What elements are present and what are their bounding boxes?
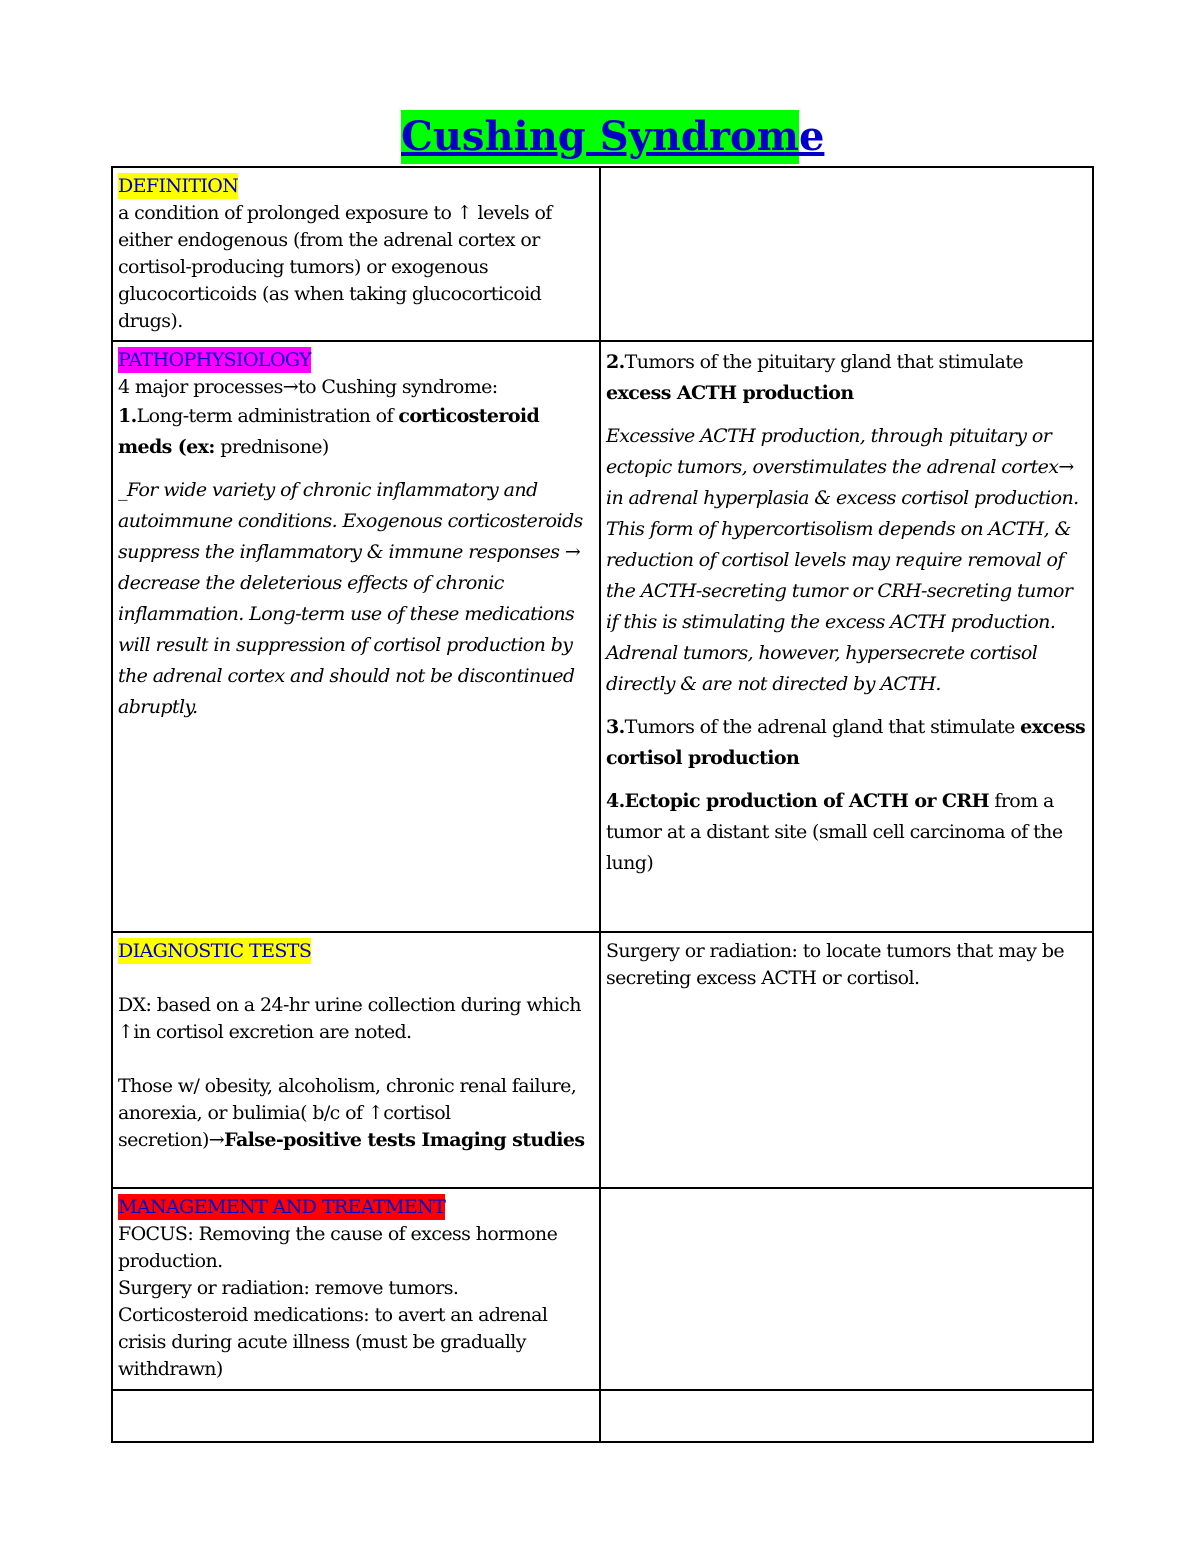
process-2-num: 2. <box>606 351 625 373</box>
definition-text: a condition of prolonged exposure to ↑ levels of either endogenous (from the adrenal cortex or cortisol-producing tumors) or exogenous glucocorticoids (as when taking glucocorticoid drugs). <box>118 202 552 332</box>
pathophysiology-intro: 4 major processes→to Cushing syndrome: <box>118 376 498 398</box>
empty-right-cell <box>600 1390 1093 1442</box>
process-1-tail: prednisone) <box>214 436 329 458</box>
title-box <box>401 110 825 164</box>
process-1-num: 1. <box>118 405 137 427</box>
definition-row <box>112 167 1093 341</box>
diagnostic-right-text: Surgery or radiation: to locate tumors that may be secreting excess ACTH or cortisol. <box>606 940 1065 989</box>
pathophysiology-cell <box>112 341 600 932</box>
diagnostic-row <box>112 932 1093 1188</box>
management-right-cell <box>600 1188 1093 1390</box>
process-1 <box>118 401 594 463</box>
process-2-note: Excessive ACTH production, through pituitary or ectopic tumors, overstimulates the adrenal cortex→ in adrenal hyperplasia & excess cortisol production. This form of hypercortisolism depends on ACTH, & reduction of cortisol levels may require removal of the ACTH-secreting tumor or CRH-secreting tumor if this is stimulating the excess ACTH production. Adrenal tumors, however, hypersecrete cortisol directly & are not directed by ACTH. <box>606 425 1079 695</box>
process-1-bold: corticosteroid meds (ex: <box>118 405 540 458</box>
diagnostic-right-cell <box>600 932 1093 1188</box>
process-4-num: 4. <box>606 790 625 812</box>
process-2-bold: excess ACTH production <box>606 382 854 404</box>
empty-left-cell <box>112 1390 600 1442</box>
diagnostic-heading: DIAGNOSTIC TESTS <box>118 940 312 962</box>
diagnostic-text-1: DX: based on a 24-hr urine collection during which ↑in cortisol excretion are noted. <box>118 994 581 1043</box>
process-4-text: from a tumor at a distant site (small cell carcinoma of the lung) <box>606 790 1063 874</box>
process-2 <box>606 347 1087 409</box>
management-meds: Corticosteroid medications: to avert an adrenal crisis during acute illness (must be gradually withdrawn) <box>118 1304 548 1380</box>
management-cell <box>112 1188 600 1390</box>
management-surgery: Surgery or radiation: remove tumors. <box>118 1277 459 1299</box>
diagnostic-text-2-bold: False-positive tests Imaging studies <box>224 1129 585 1151</box>
process-3-text: Tumors of the adrenal gland that stimulate <box>624 716 1021 738</box>
diagnostic-text-2 <box>118 1073 594 1154</box>
process-3-bold: excess cortisol production <box>606 716 1086 769</box>
definition-heading: DEFINITION <box>118 175 239 197</box>
process-2-text: Tumors of the pituitary gland that stimulate <box>624 351 1024 373</box>
process-1-note: _For wide variety of chronic inflammatory and autoimmune conditions. Exogenous corticosteroids suppress the inflammatory & immune responses → decrease the deleterious effects of chronic inflammation. Long-term use of these medications will result in suppression of cortisol production by the adrenal cortex and should not be discontinued abruptly. <box>118 479 583 718</box>
process-4 <box>606 786 1087 879</box>
process-1-text: Long-term administration of <box>136 405 399 427</box>
diagnostic-cell <box>112 932 600 1188</box>
management-row <box>112 1188 1093 1390</box>
management-heading: MANAGEMENT AND TREATMENT <box>118 1196 446 1218</box>
pathophysiology-row <box>112 341 1093 932</box>
empty-row <box>112 1390 1093 1442</box>
notes-table <box>111 166 1094 1443</box>
pathophysiology-heading: PATHOPHYSIOLOGY <box>118 349 312 371</box>
process-3-num: 3. <box>606 716 625 738</box>
process-4-bold: Ectopic production of ACTH or CRH <box>624 790 989 812</box>
page-title: Cushing Syndrome <box>401 110 799 164</box>
pathophysiology-right-cell <box>600 341 1093 932</box>
diagnostic-text-2-body: Those w/ obesity, alcoholism, chronic renal failure, anorexia, or bulimia( b/c of ↑cortisol secretion)→ <box>118 1075 577 1151</box>
process-3 <box>606 712 1087 774</box>
definition-cell <box>112 167 600 341</box>
management-focus: FOCUS: Removing the cause of excess hormone production. <box>118 1223 558 1272</box>
definition-right-cell <box>600 167 1093 341</box>
